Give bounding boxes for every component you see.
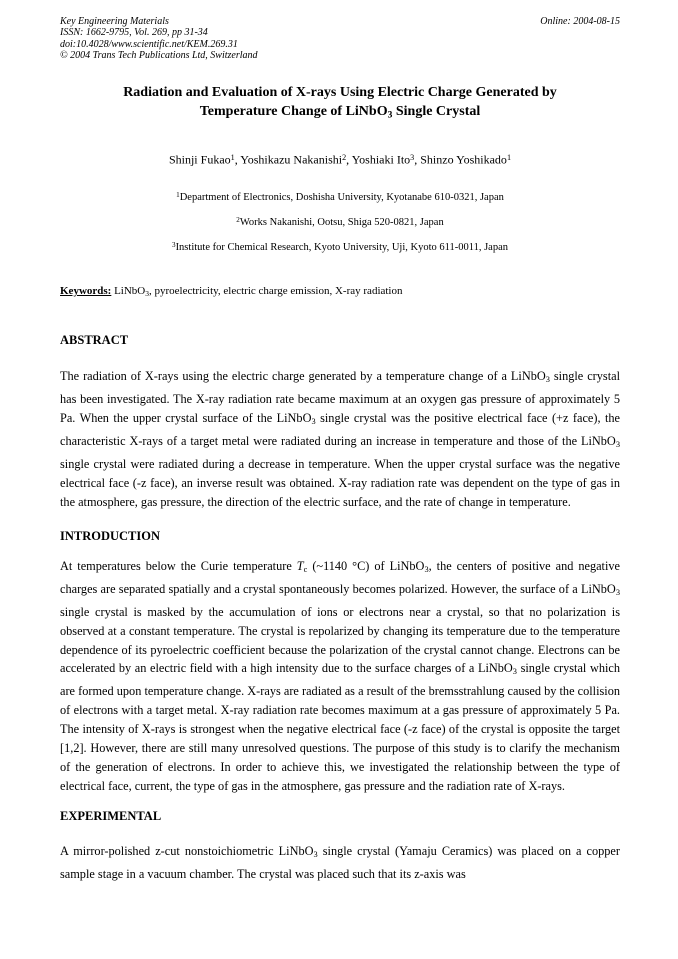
publication-info-block <box>60 16 258 62</box>
authors-line: Shinji Fukao$^1$, Yoshikazu Nakanishi$^2$, Yoshiaki Ito$^3$, Shinzo Yoshikado$^1$ <box>168 152 512 167</box>
affiliation-line-1: $^1$Department of Electronics, Doshisha University, Kyotanabe 610-0321, Japan <box>176 190 504 203</box>
experimental-section-heading: EXPERIMENTAL <box>60 808 162 823</box>
journal-title: Key Engineering Materials <box>60 16 169 27</box>
introduction-paragraph: At temperatures below the Curie temperature $T_c$ (~1140 °C) of LiNbO$_3$, the centers of positive and negative charges are separated spatially and a crystal spontaneously becomes polarized. However, the surface of a LiNbO$_3$ single crystal is masked by the accumulation of ions or electrons near a crystal, so that no polarization is observed at a constant temperature. The crystal is repolarized by changing its temperature due to the temperature dependence of its pyroelectric coefficient because the polarization of the crystal cannot change. Electrons can be accelerated by an electric field with a high intensity due to the surface charges of a LiNbO$_3$ single crystal which are formed upon temperature change. X-rays are radiated as a result of the bremsstrahlung caused by the collision of electrons with a target metal. X-ray radiation rate becomes maximum at a gas pressure of approximately 5 Pa. The intensity of X-rays is strongest when the negative electrical face (-z face) of the crystal is opposite the target [1,2]. However, there are still many unresolved questions. The purpose of this study is to clarify the mechanism of the generation of electrons. In order to achieve this, we investigated the relationship between the type of electrical face, current, the type of gas in the atmosphere, gas pressure and the radiation rate of X-rays. <box>60 558 620 793</box>
affiliation-line-2: $^2$Works Nakanishi, Ootsu, Shiga 520-0821, Japan <box>236 215 444 229</box>
copyright-line: © 2004 Trans Tech Publications Ltd, Switzerland <box>60 50 258 62</box>
online-date: Online: 2004-08-15 <box>540 16 620 27</box>
affiliation-line-3: $^3$Institute for Chemical Research, Kyoto University, Uji, Kyoto 611-0011, Japan <box>172 241 508 254</box>
introduction-section-heading: INTRODUCTION <box>60 528 161 543</box>
abstract-paragraph: The radiation of X-rays using the electric charge generated by a temperature change of a LiNbO$_3$ single crystal has been investigated. The X-ray radiation rate became maximum at an oxygen gas pressure of approximately 5 Pa. When the upper crystal surface of the LiNbO$_3$ single crystal was the positive electrical face (+z face), the characteristic X-rays of a target metal were radiated during an increase in temperature and those of the LiNbO$_3$ single crystal were radiated during a decrease in temperature. When the upper crystal surface was the negative electrical face (-z face), an inverse result was obtained. X-ray radiation rate was dependent on the type of gas in the atmosphere, gas pressure, the direction of the electric surface, and the rate of change in temperature. <box>60 369 620 509</box>
issn-line: ISSN: 1662-9795, Vol. 269, pp 31-34 <box>60 27 208 39</box>
keywords-label: Keywords: <box>60 285 112 298</box>
page-header <box>60 16 620 62</box>
keywords-line <box>60 284 620 301</box>
keywords-text: LiNbO$_3$, pyroelectricity, electric charge emission, X-ray radiation <box>111 285 403 299</box>
abstract-section-heading: ABSTRACT <box>60 333 129 348</box>
doi-line: doi:10.4028/www.scientific.net/KEM.269.31 <box>60 38 238 50</box>
paper-title: Radiation and Evaluation of X-rays Using Electric Charge Generated by Temperature Change of LiNbO$_3$ Single Crystal <box>123 84 557 120</box>
experimental-paragraph: A mirror-polished z-cut nonstoichiometric LiNbO$_3$ single crystal (Yamaju Ceramics) was placed on a copper sample stage in a vacuum chamber. The crystal was placed such that its z-axis was <box>60 843 620 881</box>
affiliations-block <box>60 184 620 260</box>
